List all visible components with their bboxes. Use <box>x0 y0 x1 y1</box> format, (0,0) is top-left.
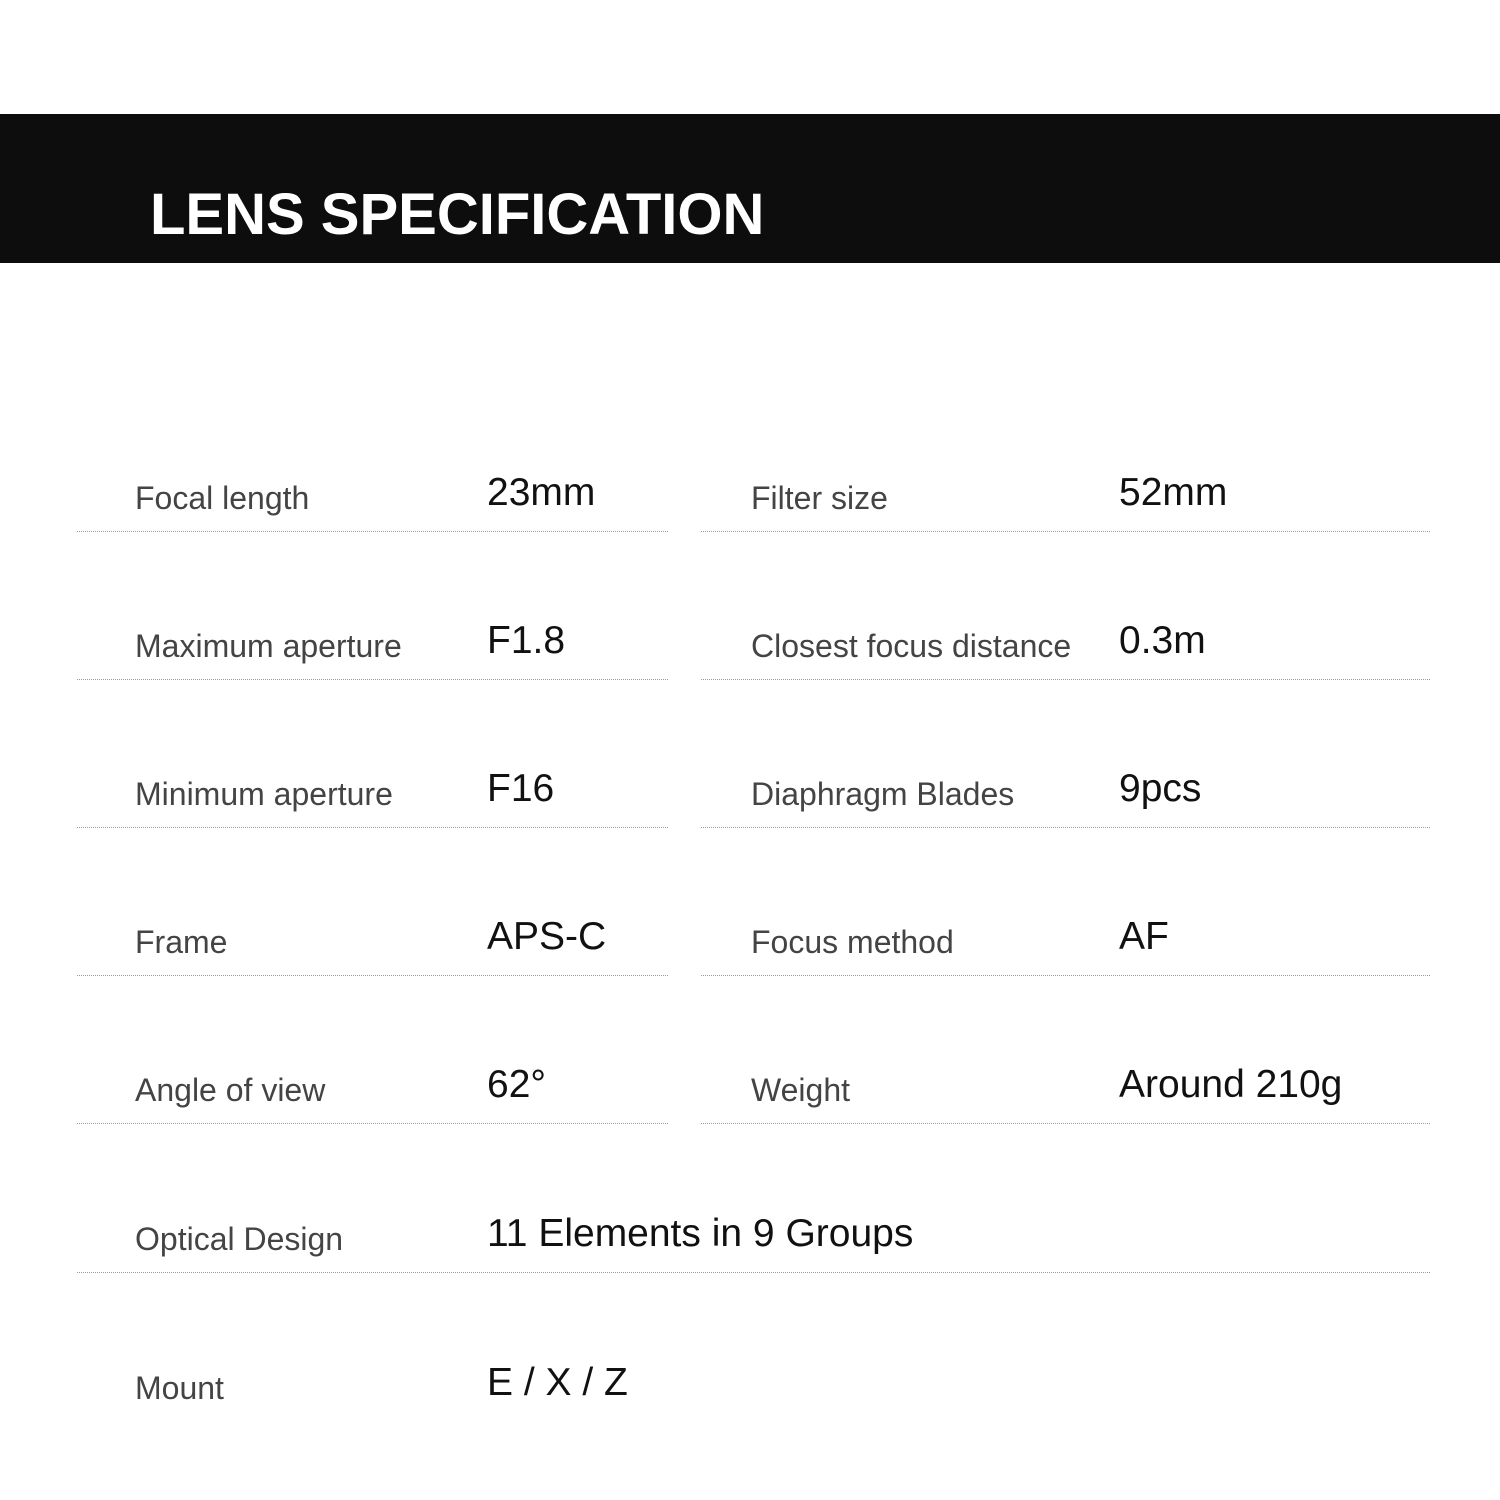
spec-value: 52mm <box>1119 471 1228 514</box>
spec-label: Diaphragm Blades <box>751 776 1015 812</box>
spec-value: 62° <box>487 1063 546 1106</box>
spec-label: Focus method <box>751 924 954 960</box>
spec-weight <box>701 976 1430 1124</box>
spec-min-aperture <box>77 680 668 828</box>
spec-label: Focal length <box>135 480 310 516</box>
spec-closest-focus <box>701 532 1430 680</box>
spec-label: Mount <box>135 1370 224 1406</box>
spec-mount <box>77 1273 1430 1421</box>
page-title: LENS SPECIFICATION <box>150 182 765 247</box>
spec-focal-length <box>77 384 668 532</box>
spec-label: Optical Design <box>135 1221 344 1257</box>
spec-label: Frame <box>135 924 228 960</box>
spec-label: Weight <box>751 1072 851 1108</box>
spec-value: F1.8 <box>487 619 566 662</box>
spec-value: APS-C <box>487 915 607 958</box>
spec-value: 23mm <box>487 471 596 514</box>
spec-label: Minimum aperture <box>135 776 393 812</box>
spec-optical-design <box>77 1125 1430 1273</box>
spec-value: 0.3m <box>1119 619 1206 662</box>
spec-value: Around 210g <box>1119 1063 1343 1106</box>
spec-max-aperture <box>77 532 668 680</box>
spec-label: Closest focus distance <box>751 628 1072 664</box>
spec-label: Filter size <box>751 480 888 516</box>
spec-focus-method <box>701 828 1430 976</box>
spec-label: Angle of view <box>135 1072 326 1108</box>
spec-value: 11 Elements in 9 Groups <box>487 1212 914 1255</box>
spec-filter-size <box>701 384 1430 532</box>
spec-value: AF <box>1119 915 1169 958</box>
spec-angle <box>77 976 668 1124</box>
spec-frame <box>77 828 668 976</box>
spec-value: E / X / Z <box>487 1361 628 1404</box>
spec-value: F16 <box>487 767 555 810</box>
spec-label: Maximum aperture <box>135 628 402 664</box>
spec-value: 9pcs <box>1119 767 1202 810</box>
spec-blades <box>701 680 1430 828</box>
